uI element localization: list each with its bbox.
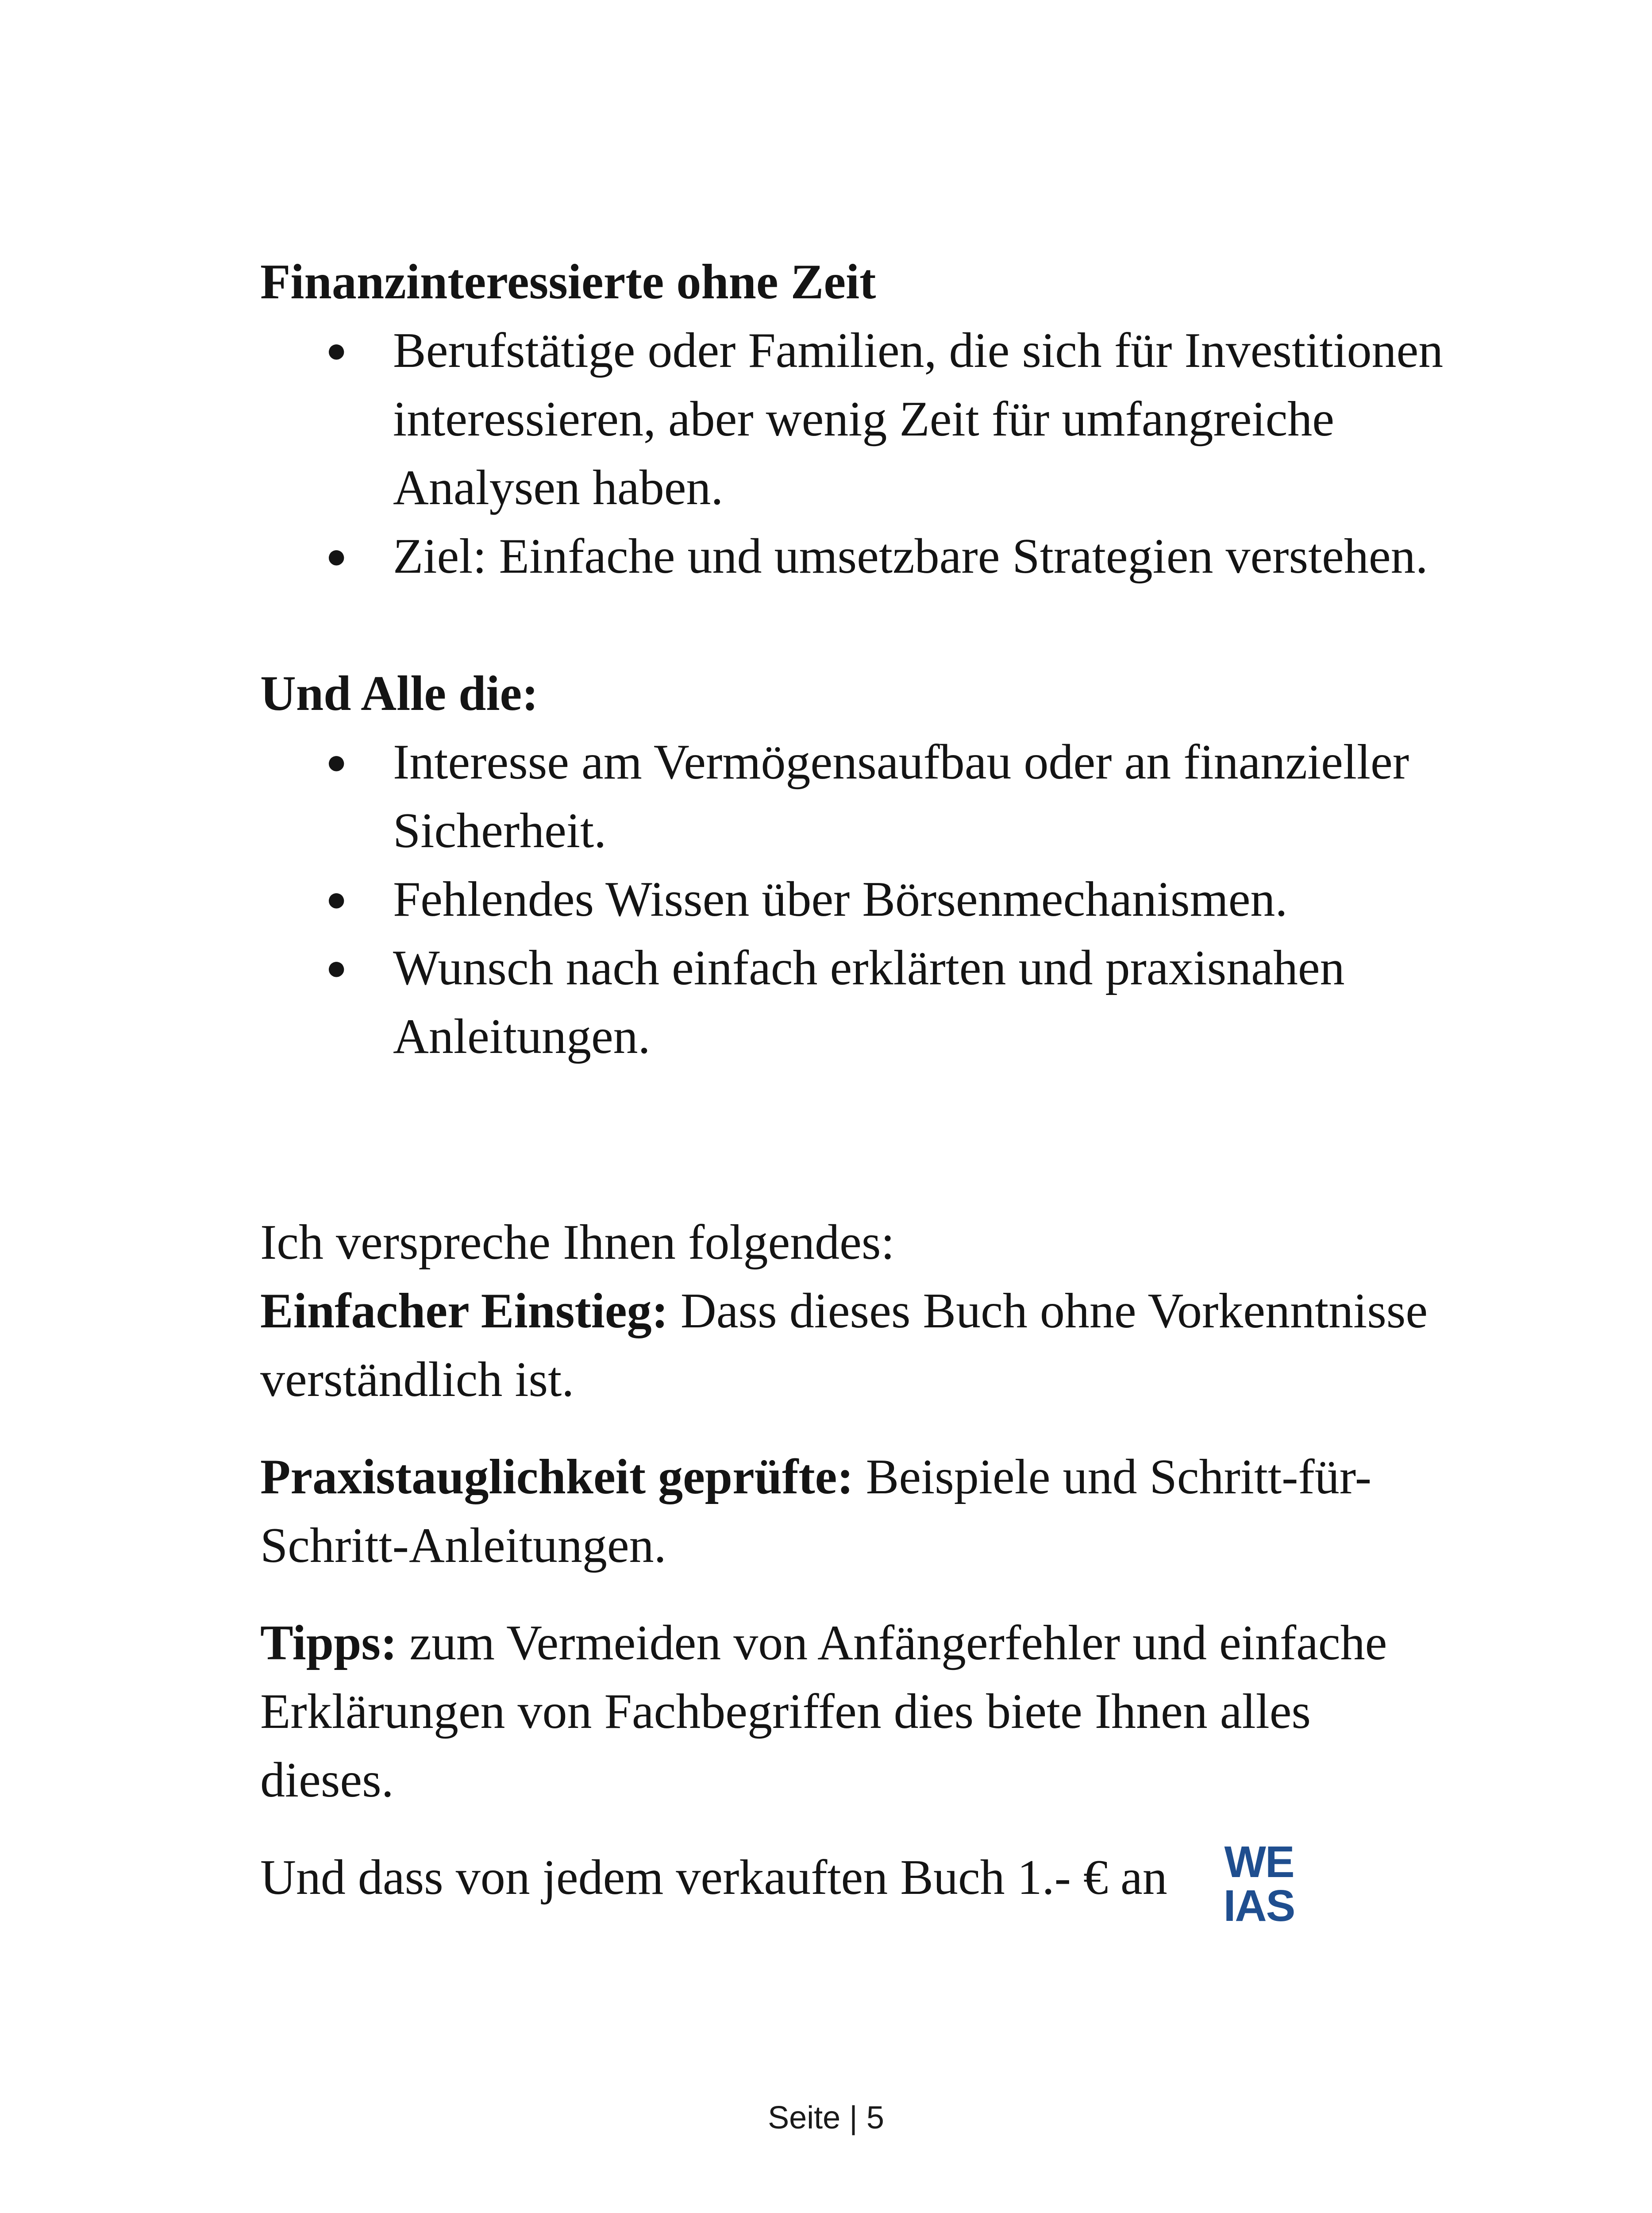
promise-item-einstieg	[260, 1277, 1455, 1414]
weias-logo	[1215, 1837, 1303, 1931]
bullet-icon: ●	[326, 880, 347, 919]
list-item	[260, 316, 1455, 522]
promise-item-text: zum Vermeiden von Anfängerfehler und einfache Erklärungen von Fachbegriffen dies biete Ihnen alles dieses.	[260, 1615, 1387, 1808]
promise-item-label: Einfacher Einstieg:	[260, 1284, 668, 1338]
logo-line-1: WE	[1224, 1837, 1294, 1887]
list-item	[260, 728, 1455, 865]
promise-item-praxis	[260, 1443, 1455, 1580]
promise-item-text: Beispiele und Schritt-für-Schritt-Anleitungen.	[260, 1450, 1372, 1573]
list-item	[260, 934, 1455, 1071]
spacer	[260, 1071, 1455, 1208]
bullet-icon: ●	[326, 331, 347, 370]
section-heading-und-alle-die: Und Alle die:	[260, 666, 539, 721]
promise-item-label: Tipps:	[260, 1615, 397, 1670]
spacer	[260, 591, 1455, 659]
promise-intro: Ich verspreche Ihnen folgendes:	[260, 1215, 895, 1270]
bullet-icon: ●	[326, 948, 347, 987]
list-item-text: Ziel: Einfache und umsetzbare Strategien verstehen.	[393, 529, 1428, 584]
page-footer	[0, 2098, 1652, 2138]
promise-item-label: Praxistauglichkeit geprüfte:	[260, 1450, 854, 1504]
bullet-list-finanzinteressierte	[260, 316, 1455, 591]
list-item-text: Fehlendes Wissen über Börsenmechanismen.	[393, 872, 1288, 927]
list-item	[260, 522, 1455, 591]
logo-line-2: IAS	[1223, 1881, 1295, 1931]
list-item-text: Berufstätige oder Familien, die sich für Investitionen interessieren, aber wenig Zeit für umfangreiche Analysen haben.	[393, 323, 1444, 515]
promise-item-tipps	[260, 1609, 1455, 1815]
bullet-icon: ●	[326, 537, 347, 576]
promise-item-text: Dass dieses Buch ohne Vorkenntnisse verständlich ist.	[260, 1284, 1428, 1407]
section-heading-finanzinteressierte: Finanzinteressierte ohne Zeit	[260, 254, 876, 309]
bullet-icon: ●	[326, 743, 347, 782]
promise-closing: Und dass von jedem verkauften Buch 1.- € an	[260, 1850, 1167, 1905]
bullet-list-und-alle-die	[260, 728, 1455, 1071]
list-item-text: Interesse am Vermögensaufbau oder an finanzieller Sicherheit.	[393, 735, 1409, 858]
page-number: Seite | 5	[768, 2100, 884, 2136]
list-item	[260, 865, 1455, 934]
page-content	[260, 248, 1455, 1912]
list-item-text: Wunsch nach einfach erklärten und praxisnahen Anleitungen.	[393, 941, 1345, 1064]
